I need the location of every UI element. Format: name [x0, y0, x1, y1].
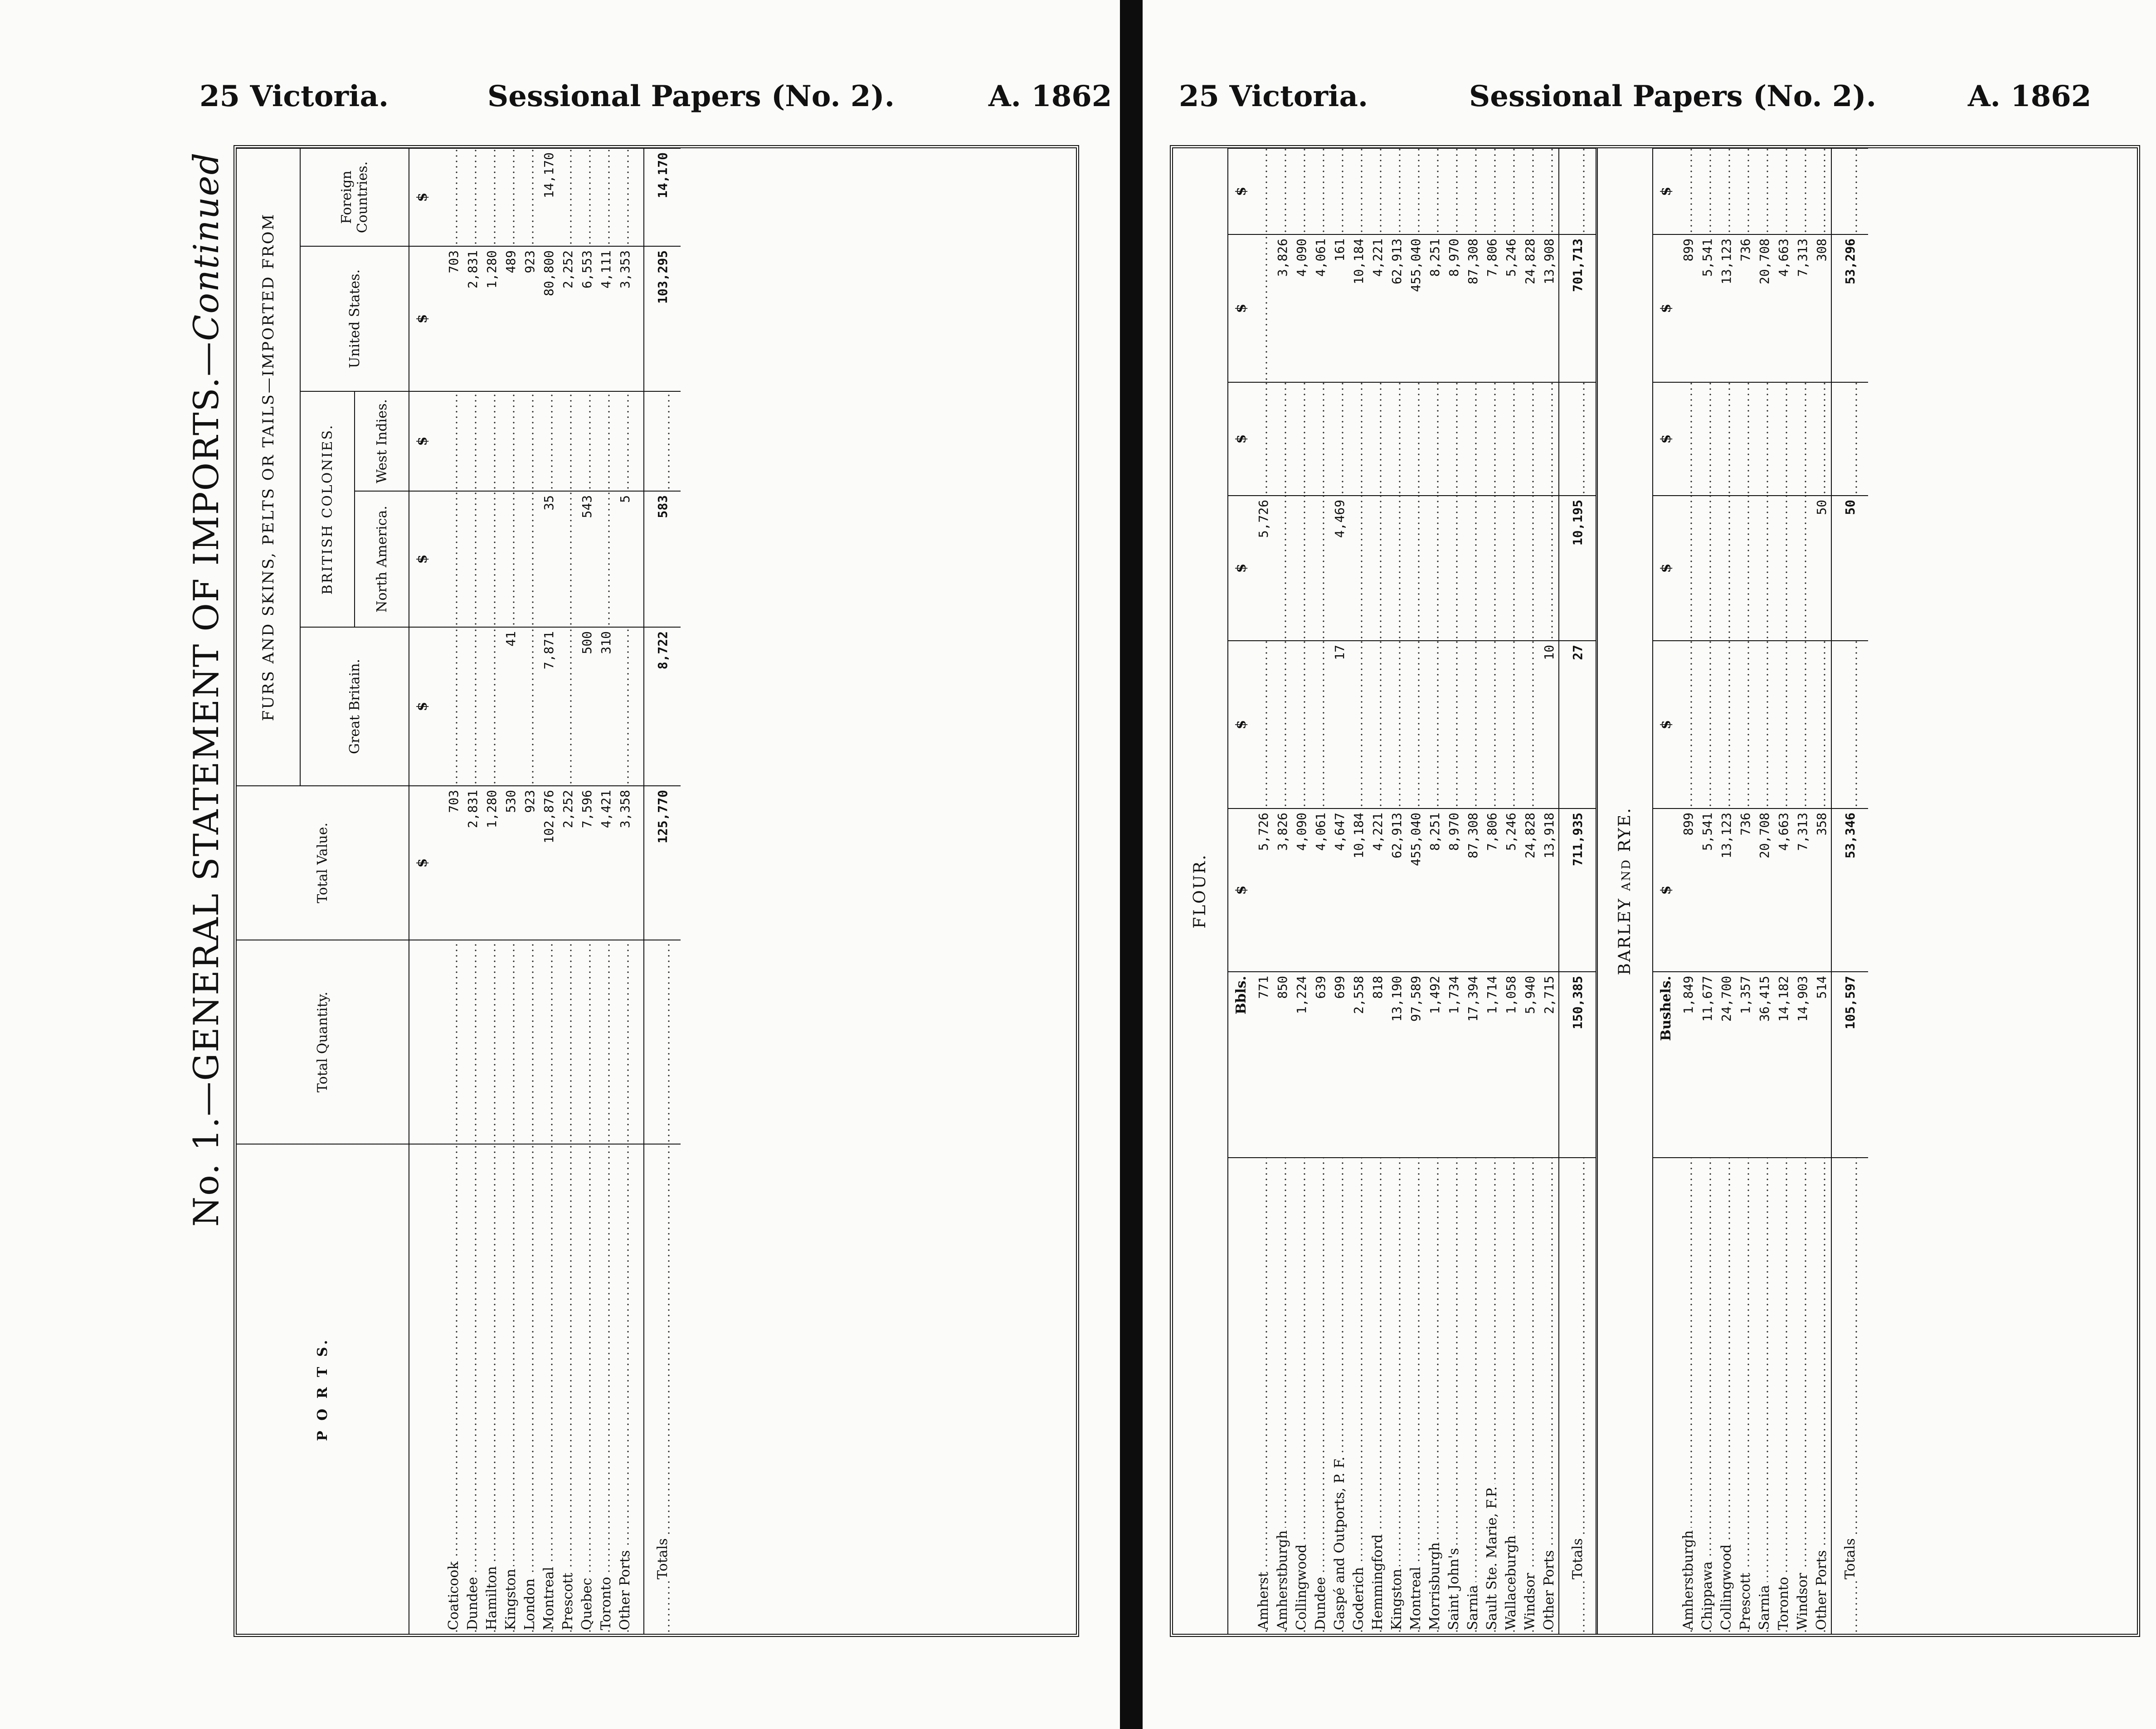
furs-british-colonies: BRITISH COLONIES. [300, 391, 355, 627]
barley-totals-row: Totals 105,597 53,346 50 53,296 [1831, 148, 1868, 1634]
furs-col-total-quantity: Total Quantity. [237, 940, 409, 1144]
furs-col-west-indies: West Indies. [355, 391, 409, 491]
flour-title: FLOUR. [1173, 148, 1228, 1634]
table-row: Sarnia 36,415 20,708 20,708 [1755, 148, 1774, 1634]
barley-title: BARLEY AND RYE. [1598, 148, 1653, 1634]
table-row: Morrisburgh 1,492 8,251 8,251 [1425, 148, 1444, 1634]
furs-col-united-states: United States. [300, 246, 409, 391]
table-row: Windsor 14,903 7,313 7,313 [1793, 148, 1812, 1634]
flour-table [1228, 148, 1596, 1634]
table-row: Quebec 7,596 500 543 6,553 [577, 148, 596, 1634]
furs-col-foreign: Foreign Countries. [300, 148, 409, 246]
table-row: Saint John's 1,734 8,970 8,970 [1444, 148, 1463, 1634]
right-running-head [1143, 79, 2156, 129]
book-gutter [1120, 0, 1143, 1729]
table-row: London 923 923 [520, 148, 539, 1634]
furs-col-ports: P O R T S. [237, 1144, 409, 1634]
flour-barley-frame [1170, 145, 2140, 1637]
left-running-head [0, 79, 1122, 129]
furs-unit-row: $ $ $ $ $ $ [409, 148, 435, 1634]
furs-rotated-content [237, 148, 1076, 1634]
furs-col-great-britain: Great Britain. [300, 627, 409, 786]
left-header-right: A. 1862 [988, 79, 1112, 113]
table-row: Amherstburgh 1,849 899 899 [1679, 148, 1698, 1634]
right-rotated-content [1173, 148, 2137, 1634]
table-row: Wallaceburgh 1,058 5,246 5,246 [1501, 148, 1520, 1634]
table-row: Montreal 97,589 455,040 455,040 [1406, 148, 1425, 1634]
document-title: No. 1.—GENERAL STATEMENT OF IMPORTS.—Continued [186, 151, 226, 1227]
table-row: Sarnia 17,394 87,308 87,308 [1463, 148, 1482, 1634]
table-row: Toronto 14,182 4,663 4,663 [1774, 148, 1793, 1634]
table-row: Collingwood 24,700 13,123 13,123 [1717, 148, 1736, 1634]
furs-col-total-value: Total Value. [237, 786, 409, 940]
furs-group-header: FURS AND SKINS, PELTS OR TAILS—IMPORTED FROM [237, 148, 300, 786]
flour-section [1173, 148, 1598, 1634]
left-header-center: Sessional Papers (No. 2). [487, 79, 895, 113]
table-row: Amherstburgh 850 3,826 3,826 [1273, 148, 1292, 1634]
table-row: Hemmingford 818 4,221 4,221 [1368, 148, 1387, 1634]
barley-section [1598, 148, 1868, 1634]
left-header-left: 25 Victoria. [200, 79, 389, 113]
table-row: Prescott 1,357 736 736 [1736, 148, 1755, 1634]
table-row: Other Ports 514 358 50 308 [1812, 148, 1831, 1634]
table-row: Kingston 530 41 489 [501, 148, 520, 1634]
table-row: Toronto 4,421 310 4,111 [596, 148, 615, 1634]
flour-totals-row: Totals 150,385 711,935 27 10,195 701,713 [1559, 148, 1596, 1634]
right-header-right: A. 1862 [1968, 79, 2092, 113]
flour-unit-row: Bbls. $ $ $ $ $ $ [1228, 148, 1254, 1634]
table-row: Dundee 639 4,061 4,061 [1311, 148, 1330, 1634]
table-row: Dundee 2,831 2,831 [463, 148, 482, 1634]
title-continued: Continued [186, 151, 226, 341]
barley-table [1653, 148, 1868, 1634]
table-row: Montreal 102,876 7,871 35 80,800 14,170 [539, 148, 558, 1634]
table-row: Hamilton 1,280 1,280 [482, 148, 501, 1634]
right-header-left: 25 Victoria. [1179, 79, 1368, 113]
furs-col-north-america: North America. [355, 491, 409, 627]
table-row: Kingston 13,190 62,913 62,913 [1387, 148, 1406, 1634]
table-row: Coaticook 703 703 [444, 148, 463, 1634]
furs-table [237, 148, 681, 1634]
table-row: Amherst 771 5,726 5,726 [1254, 148, 1273, 1634]
right-header-center: Sessional Papers (No. 2). [1469, 79, 1876, 113]
table-row: Other Ports 3,358 5 3,353 [615, 148, 634, 1634]
furs-table-frame [234, 145, 1079, 1637]
table-row: Prescott 2,252 2,252 [558, 148, 577, 1634]
table-row: Collingwood 1,224 4,090 4,090 [1292, 148, 1311, 1634]
barley-unit-row: Bushels. $ $ $ $ $ $ [1653, 148, 1679, 1634]
table-row: Chippawa 11,677 5,541 5,541 [1698, 148, 1717, 1634]
table-row: Goderich 2,558 10,184 10,184 [1349, 148, 1368, 1634]
table-row: Gaspé and Outports, P. F. 699 4,647 17 4,469 161 [1330, 148, 1349, 1634]
table-row: Other Ports 2,715 13,918 10 13,908 [1539, 148, 1559, 1634]
furs-totals-row: Totals 125,770 8,722 583 103,295 14,170 [644, 148, 681, 1634]
table-row: Sault Ste. Marie, F.P. 1,714 7,806 7,806 [1482, 148, 1501, 1634]
right-page [1143, 0, 2156, 1729]
table-row: Windsor 5,940 24,828 24,828 [1520, 148, 1539, 1634]
